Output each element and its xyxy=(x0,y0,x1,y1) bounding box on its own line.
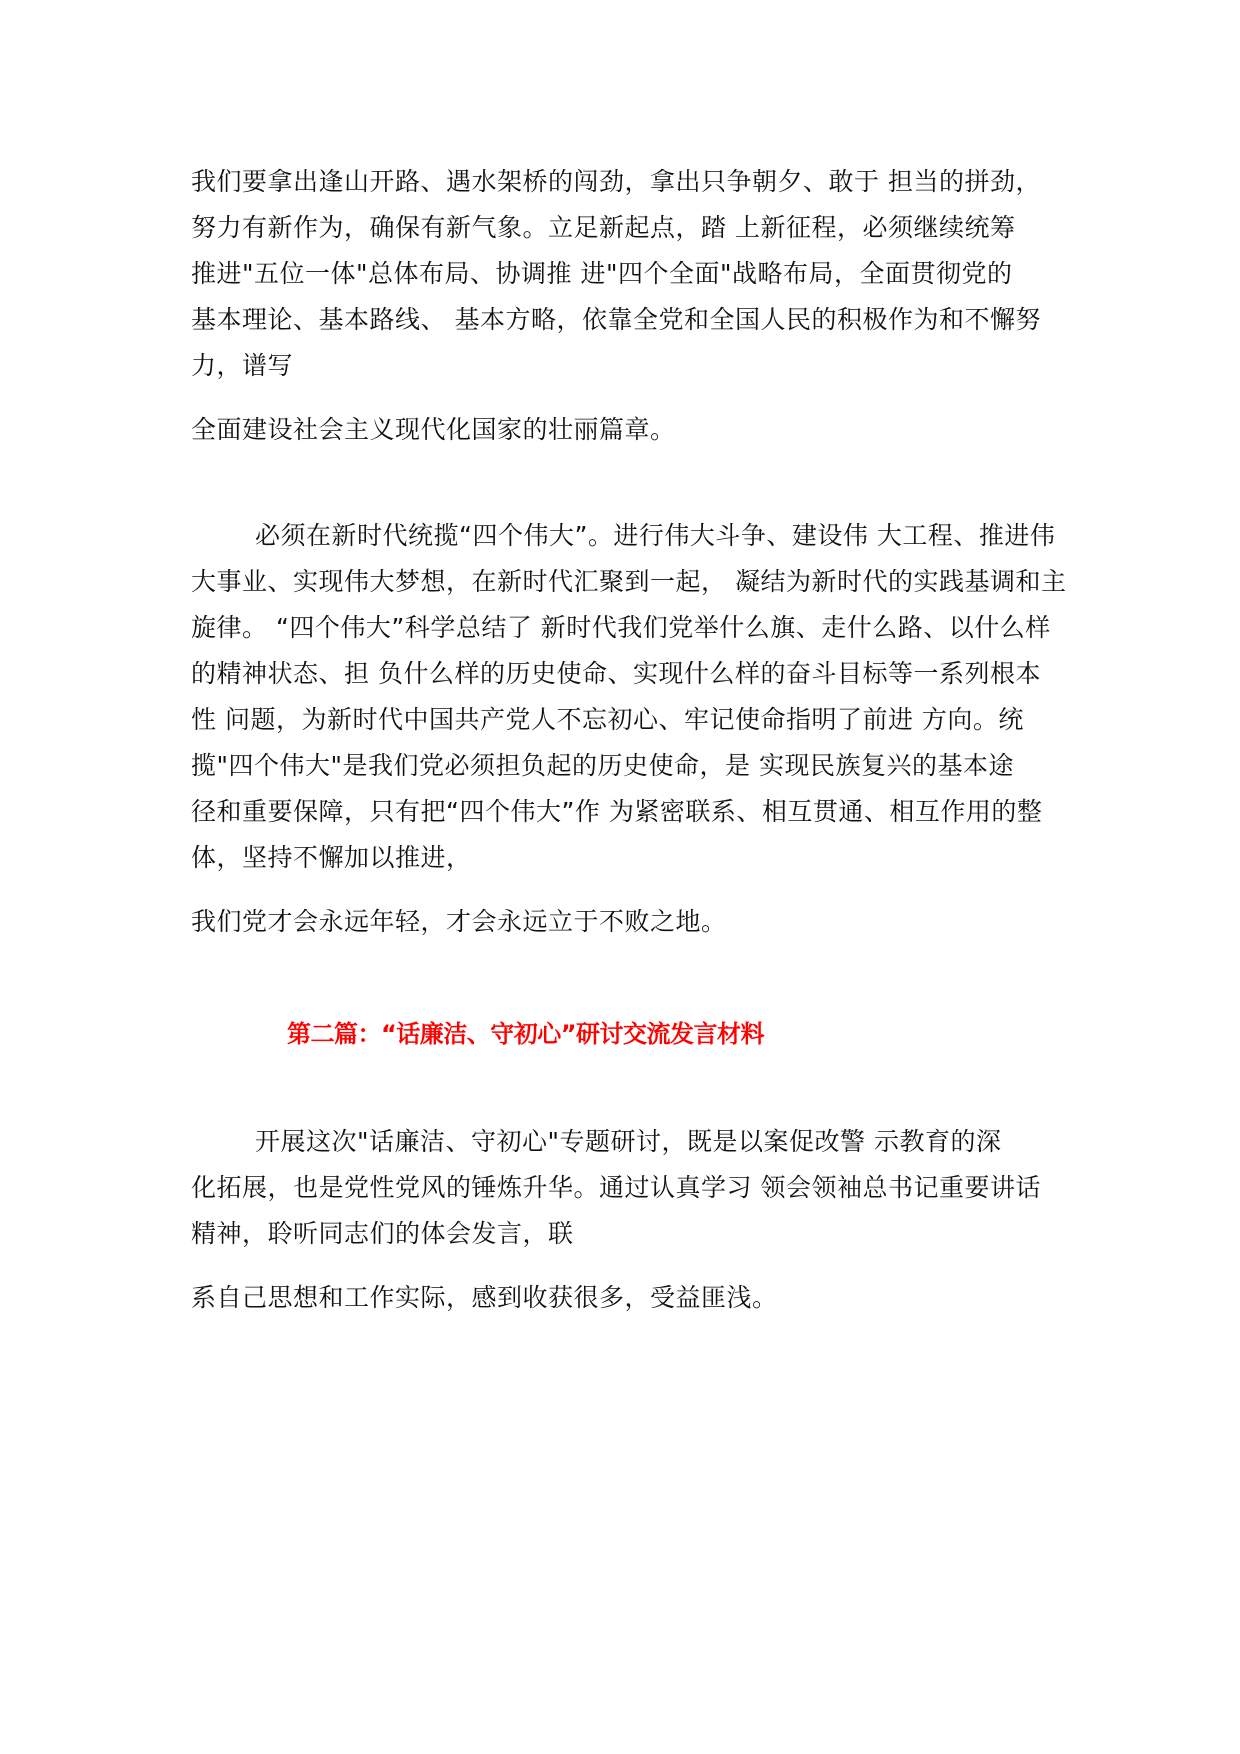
paragraph-line: 开展这次"话廉洁、守初心"专题研讨，既是以案促改警 示教育的深 xyxy=(255,1127,1002,1156)
section-heading: 第二篇：“话廉洁、守初心”研讨交流发言材料 xyxy=(287,1020,765,1048)
paragraph-line: 我们党才会永远年轻，才会永远立于不败之地。 xyxy=(191,907,727,936)
paragraph-line: 全面建设社会主义现代化国家的壮丽篇章。 xyxy=(191,415,676,444)
paragraph-line: 精神，聆听同志们的体会发言，联 xyxy=(191,1219,574,1248)
paragraph-line: 力，谱写 xyxy=(191,351,294,380)
paragraph-line: 的精神状态、担 负什么样的历史使命、实现什么样的奋斗目标等一系列根本 xyxy=(191,659,1041,688)
paragraph-line: 径和重要保障，只有把“四个伟大”作 为紧密联系、相互贯通、相互作用的整 xyxy=(191,797,1043,826)
paragraph-line: 旋律。 “四个伟大”科学总结了 新时代我们党举什么旗、走什么路、以什么样 xyxy=(191,613,1051,642)
paragraph-line: 必须在新时代统揽“四个伟大”。进行伟大斗争、建设伟 大工程、推进伟 xyxy=(255,521,1056,550)
paragraph-line: 系自己思想和工作实际，感到收获很多，受益匪浅。 xyxy=(191,1283,778,1312)
paragraph-line: 推进"五位一体"总体布局、协调推 进"四个全面"战略布局，全面贯彻党的 xyxy=(191,259,1013,288)
paragraph-line: 大事业、实现伟大梦想，在新时代汇聚到一起， 凝结为新时代的实践基调和主 xyxy=(191,567,1067,596)
paragraph-line: 我们要拿出逢山开路、遇水架桥的闯劲，拿出只争朝夕、敢于 担当的拼劲， xyxy=(191,167,1041,196)
paragraph-line: 揽"四个伟大"是我们党必须担负起的历史使命，是 实现民族复兴的基本途 xyxy=(191,751,1014,780)
paragraph-line: 性 问题，为新时代中国共产党人不忘初心、牢记使命指明了前进 方向。统 xyxy=(191,705,1024,734)
paragraph-line: 体，坚持不懈加以推进， xyxy=(191,843,472,872)
paragraph-line: 基本理论、基本路线、 基本方略，依靠全党和全国人民的积极作为和不懈努 xyxy=(191,305,1041,334)
paragraph-line: 努力有新作为，确保有新气象。立足新起点，踏 上新征程，必须继续统筹 xyxy=(191,213,1016,242)
paragraph-line: 化拓展，也是党性党风的锤炼升华。通过认真学习 领会领袖总书记重要讲话 xyxy=(191,1173,1041,1202)
